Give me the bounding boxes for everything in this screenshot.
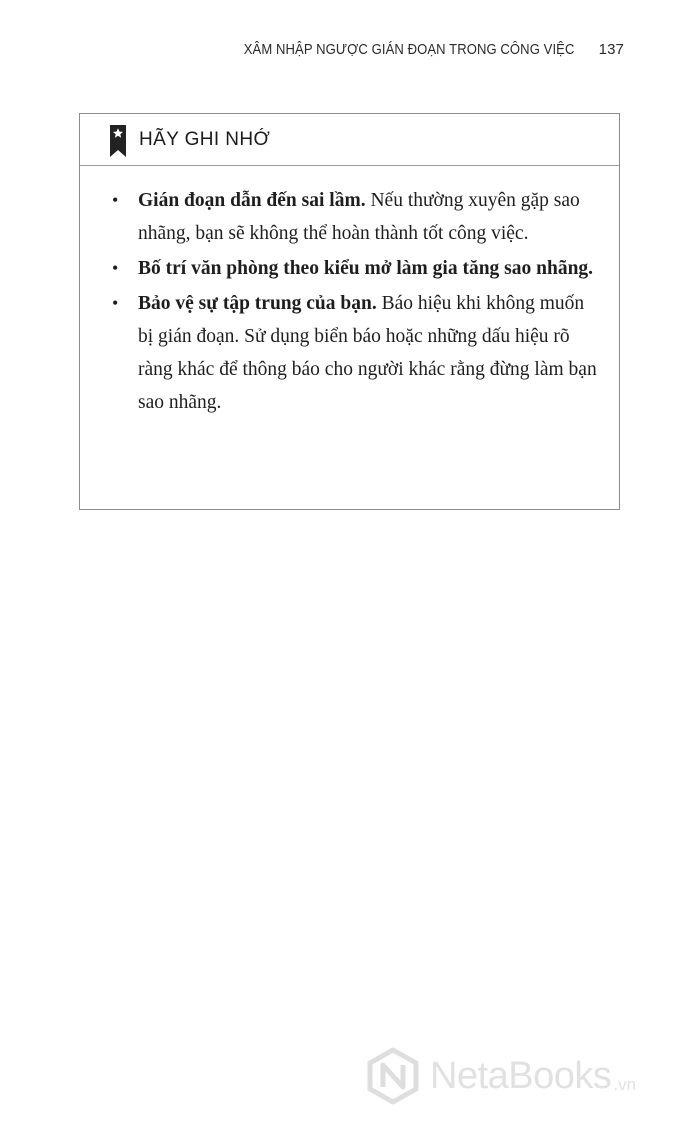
netabooks-logo-icon bbox=[364, 1047, 422, 1105]
key-point bbox=[112, 287, 599, 419]
chapter-title: XÂM NHẬP NGƯỢC GIÁN ĐOẠN TRONG CÔNG VIỆC bbox=[243, 42, 575, 58]
key-point bbox=[112, 184, 599, 250]
remember-box-title: HÃY GHI NHỚ bbox=[139, 128, 271, 150]
key-point-lead: Bảo vệ sự tập trung của bạn. bbox=[138, 293, 377, 314]
running-header bbox=[207, 41, 624, 58]
bullet: • bbox=[112, 258, 119, 278]
key-point-body: Nếu thường xuyên gặp sao nhãng, bạn sẽ không thể hoàn thành tốt công việc. bbox=[138, 190, 580, 244]
watermark-tld: .vn bbox=[613, 1075, 637, 1094]
page-number: 137 bbox=[598, 41, 624, 58]
bullet: • bbox=[112, 293, 119, 313]
key-points-list bbox=[80, 166, 619, 419]
remember-box bbox=[79, 113, 620, 510]
key-point bbox=[112, 252, 599, 285]
key-point-body: Báo hiệu khi không muốn bị gián đoạn. Sử dụng biển báo hoặc những dấu hiệu rõ ràng khác để thông báo cho người khác rằng đừng làm bạn sao nhãng. bbox=[138, 293, 597, 413]
bookmark-star-icon bbox=[110, 125, 126, 157]
remember-box-header bbox=[80, 114, 619, 166]
watermark-brand: NetaBooks bbox=[430, 1054, 612, 1097]
key-point-lead: Gián đoạn dẫn đến sai lầm. bbox=[138, 190, 366, 211]
watermark bbox=[364, 1047, 636, 1105]
key-point-lead: Bố trí văn phòng theo kiểu mở làm gia tăng sao nhãng. bbox=[138, 258, 594, 279]
bullet: • bbox=[112, 190, 119, 210]
